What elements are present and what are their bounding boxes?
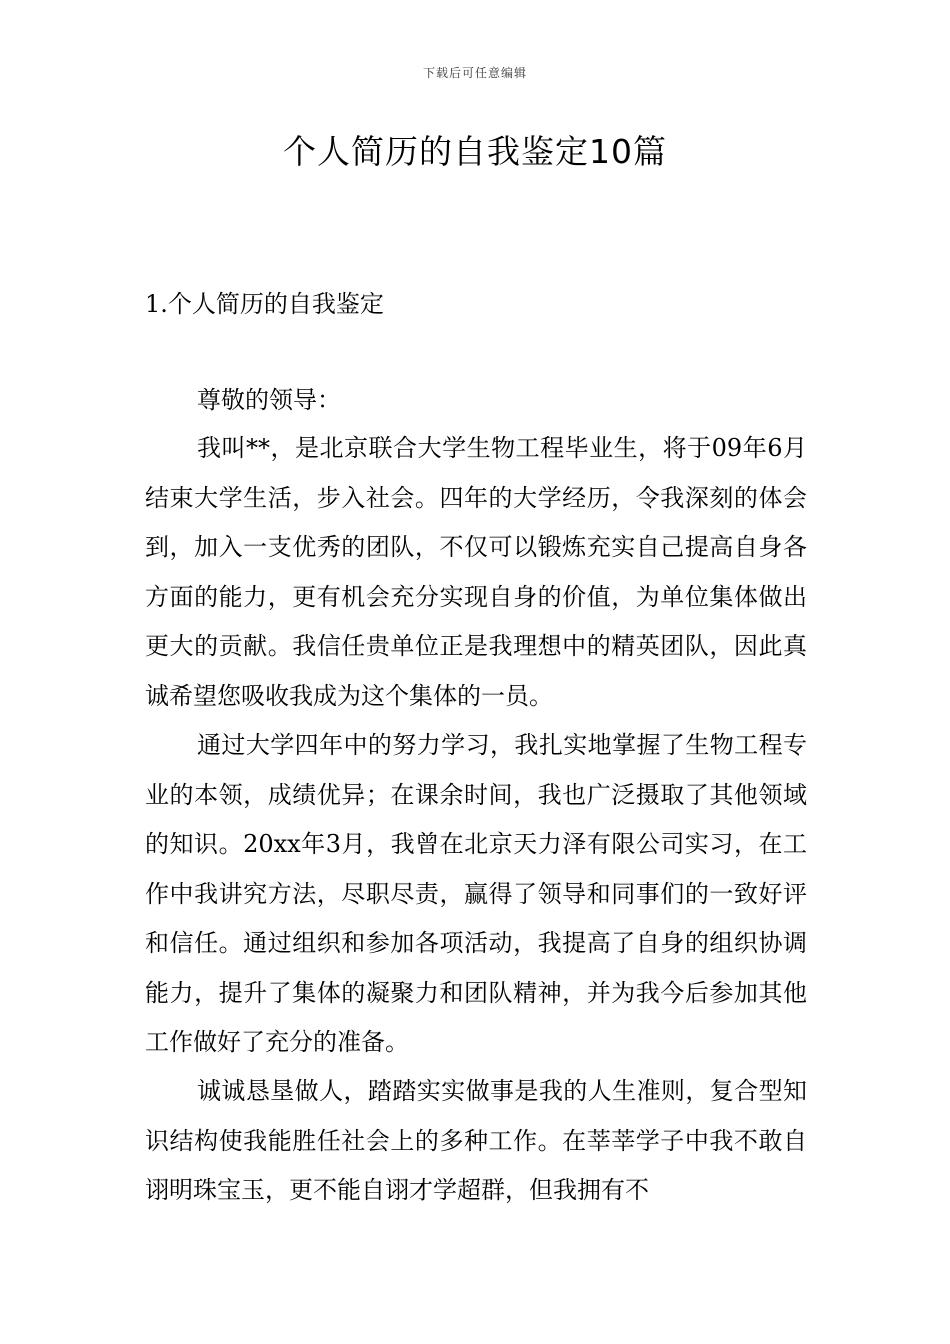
salutation: 尊敬的领导：	[197, 386, 341, 414]
document-title: 个人简历的自我鉴定10篇	[283, 132, 667, 171]
body-paragraph: 通过大学四年中的努力学习，我扎实地掌握了生物工程专业的本领，成绩优异；在课余时间，我也广泛摄取了其他领域的知识。20xx年3月，我曾在北京天力泽有限公司实习，在工作中我讲究方法，尽职尽责，赢得了领导和同事们的一致好评和信任。通过组织和参加各项活动，我提高了自身的组织协调能力，提升了集体的凝聚力和团队精神，并为我今后参加其他工作做好了充分的准备。	[145, 731, 807, 1056]
body-paragraph: 我叫**，是北京联合大学生物工程毕业生，将于09年6月结束大学生活，步入社会。四年的大学经历，令我深刻的体会到，加入一支优秀的团队，不仅可以锻炼充实自己提高自身各方面的能力，更有机会充分实现自身的价值，为单位集体做出更大的贡献。我信任贵单位正是我理想中的精英团队，因此真诚希望您吸收我成为这个集体的一员。	[145, 434, 807, 710]
header-note: 下载后可任意编辑	[422, 66, 527, 80]
body-paragraph: 诚诚恳垦做人，踏踏实实做事是我的人生准则，复合型知识结构使我能胜任社会上的多种工作。在莘莘学子中我不敢自诩明珠宝玉，更不能自诩才学超群，但我拥有不	[145, 1077, 807, 1204]
section-heading: 1.个人简历的自我鉴定	[145, 290, 384, 318]
